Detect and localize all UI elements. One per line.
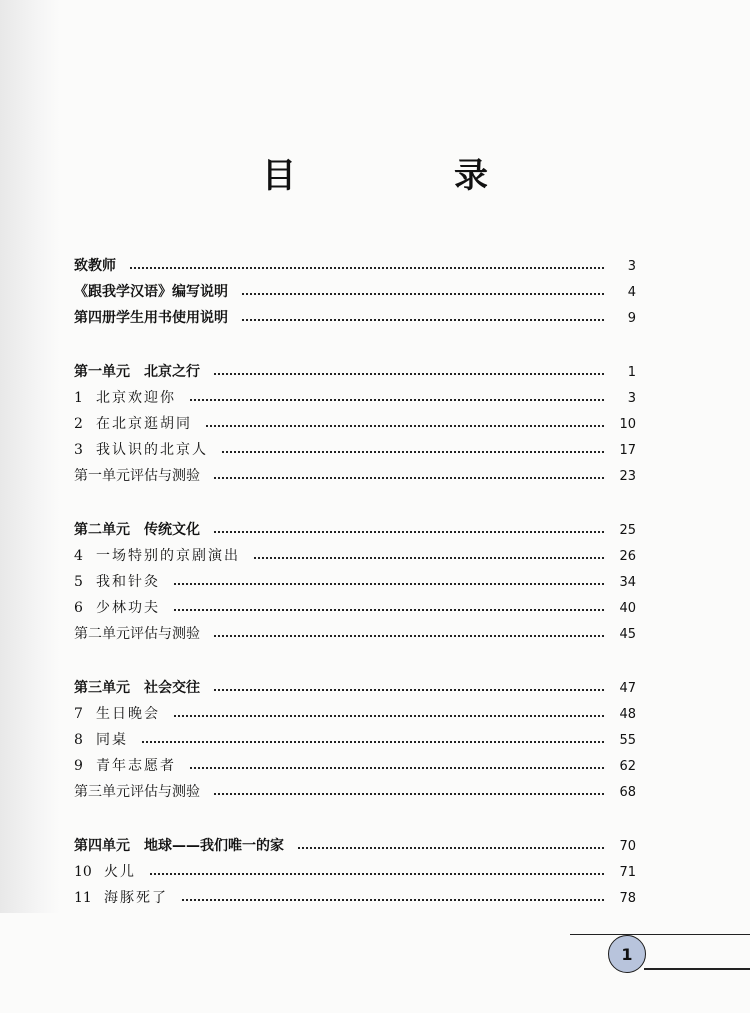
leader-dots bbox=[242, 319, 604, 321]
footer-rule bbox=[570, 934, 750, 935]
entry-page: 47 bbox=[619, 681, 636, 696]
lesson-title: 北京欢迎你 bbox=[96, 390, 176, 406]
page-number-badge: 1 bbox=[608, 935, 646, 973]
lesson-entry[interactable] bbox=[74, 569, 636, 595]
lesson-entry[interactable] bbox=[74, 437, 636, 463]
unit-heading[interactable] bbox=[74, 833, 636, 859]
leader-dots bbox=[214, 635, 604, 637]
unit-name: 北京之行 bbox=[144, 364, 200, 380]
entry-page: 4 bbox=[627, 285, 636, 300]
leader-dots bbox=[142, 741, 604, 743]
entry-page: 40 bbox=[619, 601, 636, 616]
lesson-title: 一场特别的京剧演出 bbox=[96, 548, 240, 564]
unit-heading[interactable] bbox=[74, 675, 636, 701]
lesson-number: 10 bbox=[74, 864, 92, 880]
unit-number: 第一单元 bbox=[74, 364, 130, 380]
entry-page: 25 bbox=[619, 523, 636, 538]
entry-page: 71 bbox=[619, 865, 636, 880]
unit-name: 传统文化 bbox=[144, 522, 200, 538]
lesson-number: 11 bbox=[74, 890, 92, 906]
footer-rule-bold bbox=[644, 968, 750, 970]
entry-page: 70 bbox=[619, 839, 636, 854]
lesson-title: 在北京逛胡同 bbox=[96, 416, 192, 432]
table-of-contents bbox=[74, 253, 636, 939]
leader-dots bbox=[254, 557, 604, 559]
entry-page: 10 bbox=[619, 417, 636, 432]
lesson-title: 青年志愿者 bbox=[96, 758, 176, 774]
lesson-title: 生日晚会 bbox=[96, 706, 160, 722]
entry-page: 23 bbox=[619, 469, 636, 484]
unit-section bbox=[74, 359, 636, 489]
entry-page: 55 bbox=[619, 733, 636, 748]
leader-dots bbox=[174, 583, 604, 585]
leader-dots bbox=[174, 715, 604, 717]
entry-page: 34 bbox=[619, 575, 636, 590]
leader-dots bbox=[214, 373, 604, 375]
review-entry[interactable] bbox=[74, 779, 636, 805]
review-entry[interactable] bbox=[74, 463, 636, 489]
leader-dots bbox=[174, 609, 604, 611]
entry-page: 45 bbox=[619, 627, 636, 642]
lesson-title: 我和针灸 bbox=[96, 574, 160, 590]
entry-page: 1 bbox=[627, 365, 636, 380]
entry-page: 48 bbox=[619, 707, 636, 722]
lesson-entry[interactable] bbox=[74, 701, 636, 727]
lesson-number: 9 bbox=[74, 758, 83, 774]
leader-dots bbox=[182, 899, 604, 901]
toc-entry[interactable] bbox=[74, 253, 636, 279]
lesson-entry[interactable] bbox=[74, 595, 636, 621]
lesson-number: 4 bbox=[74, 548, 83, 564]
lesson-entry[interactable] bbox=[74, 385, 636, 411]
leader-dots bbox=[150, 873, 604, 875]
lesson-number: 2 bbox=[74, 416, 83, 432]
leader-dots bbox=[242, 293, 604, 295]
unit-number: 第三单元 bbox=[74, 680, 130, 696]
toc-entry[interactable] bbox=[74, 305, 636, 331]
leader-dots bbox=[190, 399, 604, 401]
entry-page: 3 bbox=[627, 259, 636, 274]
lesson-number: 3 bbox=[74, 442, 83, 458]
toc-entry[interactable] bbox=[74, 279, 636, 305]
leader-dots bbox=[130, 267, 604, 269]
entry-page: 9 bbox=[627, 311, 636, 326]
unit-section bbox=[74, 517, 636, 647]
unit-name: 社会交往 bbox=[144, 680, 200, 696]
review-entry[interactable] bbox=[74, 621, 636, 647]
unit-section bbox=[74, 833, 636, 911]
page-edge-shadow bbox=[0, 0, 60, 913]
entry-label: 《跟我学汉语》编写说明 bbox=[74, 284, 228, 300]
lesson-entry[interactable] bbox=[74, 753, 636, 779]
unit-name: 地球——我们唯一的家 bbox=[144, 838, 284, 854]
lesson-title: 我认识的北京人 bbox=[96, 442, 208, 458]
unit-section bbox=[74, 675, 636, 805]
leader-dots bbox=[190, 767, 604, 769]
entry-page: 62 bbox=[619, 759, 636, 774]
front-matter bbox=[74, 253, 636, 331]
entry-page: 3 bbox=[627, 391, 636, 406]
lesson-title: 火儿 bbox=[104, 864, 136, 880]
leader-dots bbox=[214, 793, 604, 795]
lesson-number: 5 bbox=[74, 574, 83, 590]
entry-label: 致教师 bbox=[74, 258, 116, 274]
lesson-number: 6 bbox=[74, 600, 83, 616]
unit-heading[interactable] bbox=[74, 517, 636, 543]
entry-label: 第四册学生用书使用说明 bbox=[74, 310, 228, 326]
entry-page: 17 bbox=[619, 443, 636, 458]
lesson-entry[interactable] bbox=[74, 885, 636, 911]
lesson-title: 少林功夫 bbox=[96, 600, 160, 616]
lesson-entry[interactable] bbox=[74, 543, 636, 569]
lesson-title: 同桌 bbox=[96, 732, 128, 748]
lesson-number: 8 bbox=[74, 732, 83, 748]
lesson-entry[interactable] bbox=[74, 727, 636, 753]
review-title: 第三单元评估与测验 bbox=[74, 784, 200, 800]
unit-number: 第四单元 bbox=[74, 838, 130, 854]
leader-dots bbox=[214, 531, 604, 533]
lesson-number: 1 bbox=[74, 390, 83, 406]
review-title: 第二单元评估与测验 bbox=[74, 626, 200, 642]
entry-page: 78 bbox=[619, 891, 636, 906]
leader-dots bbox=[214, 477, 604, 479]
unit-number: 第二单元 bbox=[74, 522, 130, 538]
leader-dots bbox=[206, 425, 604, 427]
lesson-number: 7 bbox=[74, 706, 83, 722]
entry-page: 68 bbox=[619, 785, 636, 800]
leader-dots bbox=[214, 689, 604, 691]
review-title: 第一单元评估与测验 bbox=[74, 468, 200, 484]
unit-heading[interactable] bbox=[74, 359, 636, 385]
lesson-title: 海豚死了 bbox=[104, 890, 168, 906]
page-title: 目 录 bbox=[262, 156, 550, 196]
leader-dots bbox=[222, 451, 604, 453]
lesson-entry[interactable] bbox=[74, 859, 636, 885]
entry-page: 26 bbox=[619, 549, 636, 564]
lesson-entry[interactable] bbox=[74, 411, 636, 437]
leader-dots bbox=[298, 847, 604, 849]
